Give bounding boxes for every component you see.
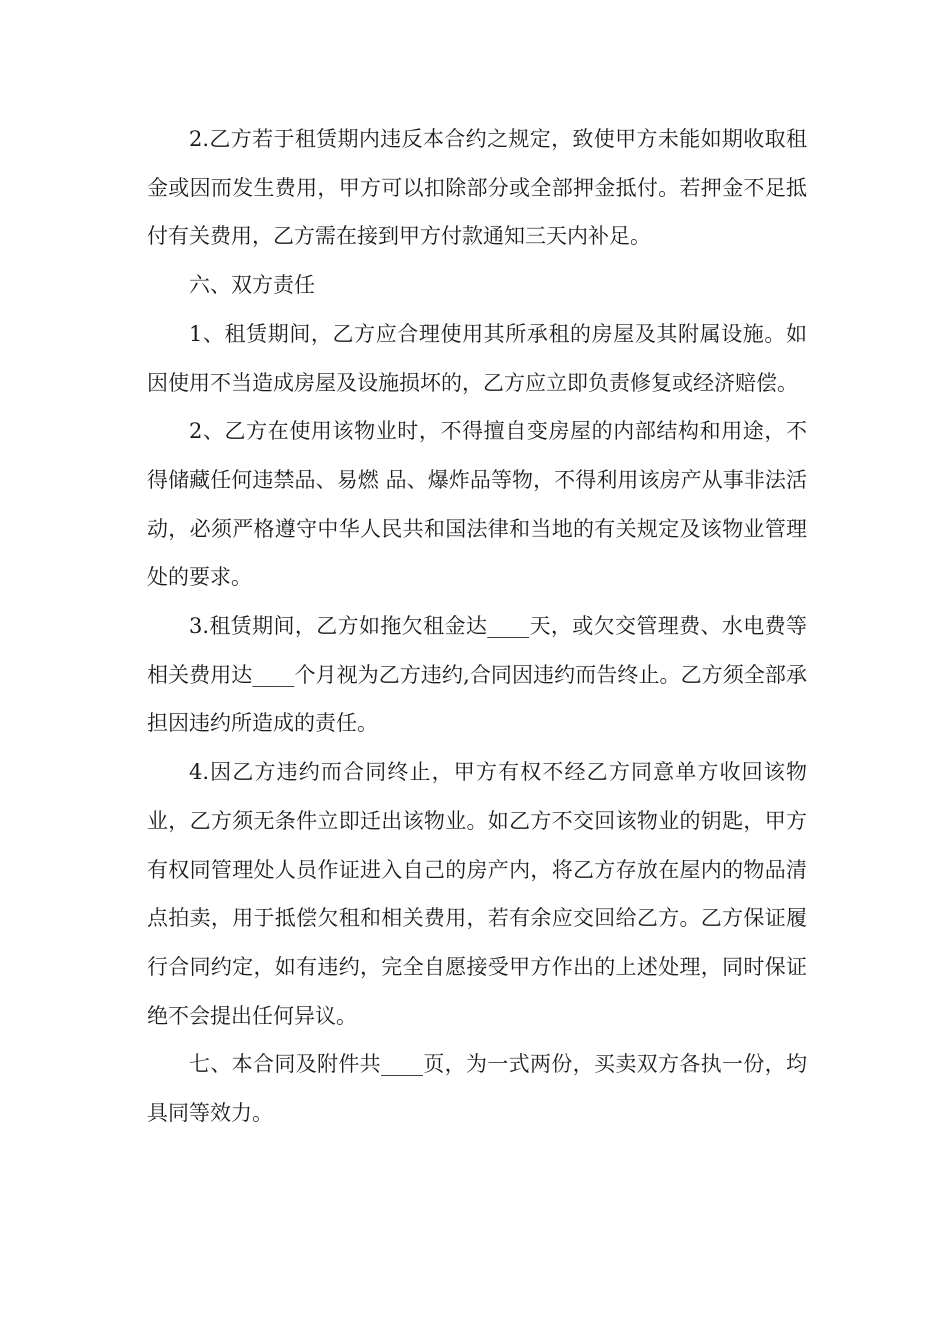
paragraph-responsibility-1: 1、租赁期间，乙方应合理使用其所承租的房屋及其附属设施。如因使用不当造成房屋及设施损坏的，乙方应立即负责修复或经济赔偿。 [147,321,807,395]
section-contract-copies: 七、本合同及附件共____页，为一式两份，买卖双方各执一份，均具同等效力。 [147,1052,807,1126]
paragraph-deposit-deduction: 2.乙方若于租赁期内违反本合约之规定，致使甲方未能如期收取租金或因而发生费用，甲方可以扣除部分或全部押金抵付。若押金不足抵付有关费用，乙方需在接到甲方付款通知三天内补足。 [147,127,807,249]
paragraph-responsibility-2: 2、乙方在使用该物业时，不得擅自变房屋的内部结构和用途，不得储藏任何违禁品、易燃 品、爆炸品等物，不得利用该房产从事非法活动，必须严格遵守中华人民共和国法律和当地的有关规定及该物业管理处的要求。 [147,419,807,590]
section-heading-mutual-responsibilities: 六、双方责任 [189,273,315,298]
document-body [147,115,807,1138]
paragraph-responsibility-3: 3.租赁期间，乙方如拖欠租金达____天，或欠交管理费、水电费等相关费用达____个月视为乙方违约,合同因违约而告终止。乙方须全部承担因违约所造成的责任。 [147,614,807,736]
paragraph-responsibility-4: 4.因乙方违约而合同终止，甲方有权不经乙方同意单方收回该物业，乙方须无条件立即迁出该物业。如乙方不交回该物业的钥匙，甲方有权同管理处人员作证进入自己的房产内，将乙方存放在屋内的物品清点拍卖，用于抵偿欠租和相关费用，若有余应交回给乙方。乙方保证履行合同约定，如有违约，完全自愿接受甲方作出的上述处理，同时保证绝不会提出任何异议。 [147,760,807,1028]
